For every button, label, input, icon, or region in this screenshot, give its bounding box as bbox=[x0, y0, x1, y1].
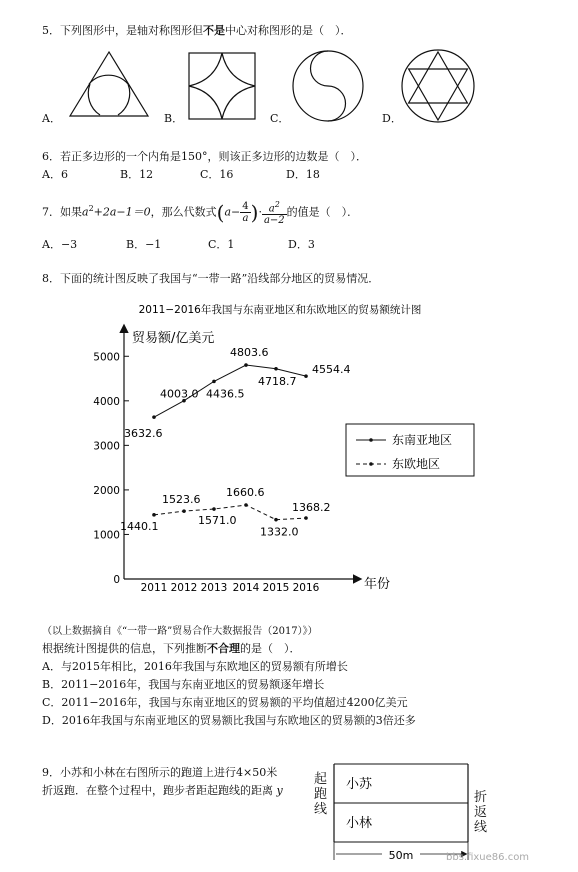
q8-option-a[interactable]: A．与2015年相比，2016年我国与东欧地区的贸易额有所增长 bbox=[42, 660, 348, 673]
q6-option-d[interactable]: D．18 bbox=[286, 168, 320, 181]
legend-marker-0 bbox=[369, 438, 373, 442]
y-tick-label-2000: 2000 bbox=[93, 484, 120, 497]
q8-source: （以上数据摘自《“一带一路”贸易合作大数据报告（2017）》） bbox=[42, 626, 318, 637]
x-tick-label-2015: 2015 bbox=[262, 582, 290, 595]
x-tick-label-2016: 2016 bbox=[292, 582, 320, 595]
q6-option-b[interactable]: B．12 bbox=[120, 168, 154, 181]
series-0-label-4: 4718.7 bbox=[258, 374, 297, 388]
q5-option-c[interactable]: C． bbox=[270, 112, 290, 125]
runner-xiaosu: 小苏 bbox=[346, 777, 373, 792]
figure-d-hexagram-circle bbox=[398, 46, 478, 126]
legend-marker-1 bbox=[369, 462, 373, 466]
legend-label-0: 东南亚地区 bbox=[392, 433, 453, 447]
figure-c-yinyang bbox=[290, 48, 366, 124]
q7-option-b[interactable]: B．−1 bbox=[126, 238, 162, 251]
q9-line2: 折返跑．在整个过程中，跑步者距起跑线的距离 y bbox=[42, 784, 283, 797]
track-diagram bbox=[300, 760, 570, 868]
q8-option-c[interactable]: C．2011−2016年，我国与东南亚地区的贸易额的平均值超过4200亿美元 bbox=[42, 696, 408, 709]
q5-stem: 5．下列图形中，是轴对称图形但不是中心对称图形的是（ ）． bbox=[42, 24, 352, 37]
y-tick-label-3000: 3000 bbox=[93, 440, 120, 453]
q5-option-d[interactable]: D． bbox=[382, 112, 402, 125]
q6-option-c[interactable]: C．16 bbox=[200, 168, 234, 181]
q7-option-a[interactable]: A．−3 bbox=[42, 238, 78, 251]
series-1-point-1 bbox=[182, 509, 186, 513]
series-1-point-5 bbox=[304, 516, 308, 520]
series-0-label-5: 4554.4 bbox=[312, 363, 351, 377]
series-0-point-0 bbox=[152, 415, 156, 419]
chart-xlabel: 年份 bbox=[364, 577, 391, 592]
series-1-point-2 bbox=[212, 507, 216, 511]
q5-option-a[interactable]: A． bbox=[42, 112, 61, 125]
series-0-point-2 bbox=[212, 380, 216, 384]
x-tick-label-2011: 2011 bbox=[140, 582, 168, 595]
series-1-label-5: 1368.2 bbox=[292, 501, 331, 515]
series-1-label-0: 1440.1 bbox=[120, 519, 159, 533]
trade-line-chart bbox=[80, 296, 480, 600]
q7-stem: 7．如果$a^2+2a-1=0$，那么代数式(a− $\frac{4}{a}$ )· $\frac{a^2}{a-2}$ 的值是（ ）． bbox=[42, 199, 359, 227]
series-1-point-4 bbox=[274, 518, 278, 522]
x-tick-label-2012: 2012 bbox=[170, 582, 198, 595]
turn-line-label: 折返线 bbox=[474, 790, 488, 835]
series-1-label-1: 1523.6 bbox=[162, 493, 201, 507]
track-distance: 50m bbox=[388, 849, 414, 862]
start-line-label: 起跑线 bbox=[314, 772, 328, 817]
chart-ylabel: 贸易额/亿美元 bbox=[132, 331, 215, 346]
y-tick-label-4000: 4000 bbox=[93, 395, 120, 408]
chart-title: 2011−2016年我国与东南亚地区和东欧地区的贸易额统计图 bbox=[138, 304, 422, 316]
q7-option-d[interactable]: D．3 bbox=[288, 238, 315, 251]
series-0-point-4 bbox=[274, 367, 278, 371]
series-0-label-2: 4436.5 bbox=[206, 387, 245, 401]
figure-b-star-square bbox=[186, 50, 258, 122]
series-1-label-3: 1660.6 bbox=[226, 486, 265, 500]
series-1-point-0 bbox=[152, 513, 156, 517]
series-0-label-3: 4803.6 bbox=[230, 346, 269, 360]
series-0-point-5 bbox=[304, 374, 308, 378]
q8-option-d[interactable]: D．2016年我国与东南亚地区的贸易额比我国与东欧地区的贸易额的3倍还多 bbox=[42, 714, 416, 727]
q8-stem: 8．下面的统计图反映了我国与“一带一路”沿线部分地区的贸易情况． bbox=[42, 272, 380, 285]
q6-stem: 6．若正多边形的一个内角是150°，则该正多边形的边数是（ ）． bbox=[42, 150, 367, 163]
q7-option-c[interactable]: C．1 bbox=[208, 238, 235, 251]
q6-option-a[interactable]: A．6 bbox=[42, 168, 68, 181]
q5-option-b[interactable]: B． bbox=[164, 112, 184, 125]
legend-label-1: 东欧地区 bbox=[392, 457, 441, 471]
series-0-point-3 bbox=[244, 363, 248, 367]
q9-line1: 9．小苏和小林在右图所示的跑道上进行4×50米 bbox=[42, 766, 278, 779]
series-0-label-1: 4003.0 bbox=[160, 387, 199, 401]
x-tick-label-2013: 2013 bbox=[200, 582, 228, 595]
y-tick-label-1000: 1000 bbox=[93, 529, 120, 542]
q8-option-b[interactable]: B．2011−2016年，我国与东南亚地区的贸易额逐年增长 bbox=[42, 678, 325, 691]
series-1-label-4: 1332.0 bbox=[260, 525, 299, 539]
y-tick-label-5000: 5000 bbox=[93, 351, 120, 364]
series-0-label-0: 3632.6 bbox=[124, 427, 163, 441]
q8-question: 根据统计图提供的信息，下列推断不合理的是（ ）． bbox=[42, 642, 301, 655]
y-tick-label-0: 0 bbox=[113, 574, 120, 586]
runner-xiaolin: 小林 bbox=[346, 816, 373, 831]
x-tick-label-2014: 2014 bbox=[232, 582, 260, 595]
watermark: bbs.fixue86.com bbox=[446, 852, 530, 863]
series-1-label-2: 1571.0 bbox=[198, 514, 237, 528]
figure-a-triangle bbox=[64, 48, 154, 120]
series-1-point-3 bbox=[244, 503, 248, 507]
